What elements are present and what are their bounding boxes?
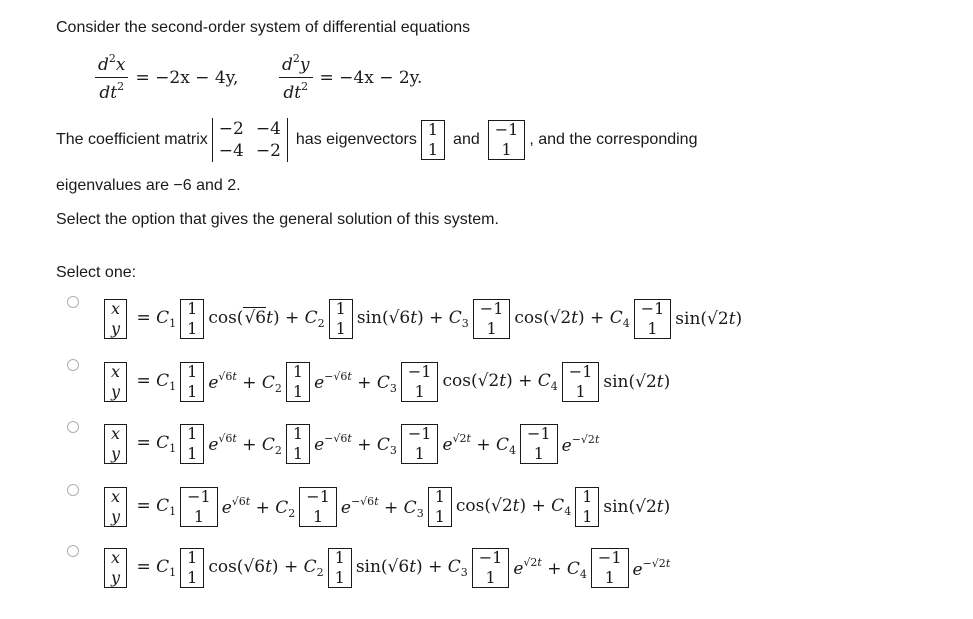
column-vector: 1 1	[180, 299, 204, 339]
corresponding-text: , and the corresponding	[529, 131, 698, 148]
equation-y: $\frac{d^2y}{dt^2}$ = −4x − 2y.	[276, 52, 422, 103]
column-vector: −1 1	[299, 487, 337, 527]
eigenvector-2: −1 1	[488, 120, 526, 160]
column-vector: 1 1	[428, 487, 452, 527]
radio-option-d[interactable]	[67, 484, 79, 496]
option-c[interactable]: x y = $C_1$ 1 1 $e^{√6t} + C_2$ 1 1 $e^{-√6t} + C_3$ −1 1 $e^{√2t} + C_4$ −1 1 $e^{-√2t}$	[100, 424, 599, 464]
column-vector: −1 1	[634, 299, 672, 339]
option-b[interactable]: x y = $C_1$ 1 1 $e^{√6t} + C_2$ 1 1 $e^{-√6t} + C_3$ −1 1 $\cos(√2t) + C_4$ −1 1 sin(√2t)	[100, 362, 670, 402]
coefficient-line	[56, 118, 697, 162]
column-vector: −1 1	[591, 548, 629, 588]
coefficient-matrix	[212, 118, 288, 162]
column-vector: 1 1	[180, 424, 204, 464]
and-text: and	[453, 131, 480, 148]
column-vector: −1 1	[180, 487, 218, 527]
matrix-cell: −4	[218, 141, 244, 161]
column-vector: −1 1	[520, 424, 558, 464]
coef-label: The coefficient matrix	[56, 131, 208, 148]
equation-x: $\frac{d^2x}{dt^2}$ = −2x − 4y,	[92, 52, 238, 103]
column-vector: 1 1	[575, 487, 599, 527]
radio-option-a[interactable]	[67, 296, 79, 308]
column-vector: −1 1	[401, 424, 439, 464]
matrix-cell: −2	[218, 119, 244, 139]
column-vector: 1 1	[180, 362, 204, 402]
select-one-label: Select one:	[56, 264, 137, 281]
column-vector: 1 1	[286, 362, 310, 402]
column-vector: 1 1	[180, 548, 204, 588]
radio-option-b[interactable]	[67, 359, 79, 371]
column-vector: x y	[104, 548, 127, 588]
column-vector: 1 1	[328, 548, 352, 588]
column-vector: 1 1	[286, 424, 310, 464]
column-vector: 1 1	[329, 299, 353, 339]
column-vector: −1 1	[473, 299, 511, 339]
column-vector: −1 1	[401, 362, 439, 402]
option-a[interactable]: x y = $C_1$ 1 1 $\cos(√6t) + C_2$ 1 1 $\sin(√6t) + C_3$ −1 1 $\cos(√2t) + C_4$ −1 1 sin(√2t)	[100, 299, 742, 339]
column-vector: x y	[104, 487, 127, 527]
matrix-cell: −2	[255, 141, 281, 161]
column-vector: −1 1	[562, 362, 600, 402]
column-vector: x y	[104, 362, 127, 402]
question-intro: Consider the second-order system of differential equations	[56, 19, 471, 36]
eigenvalues-text: eigenvalues are −6 and 2.	[56, 177, 241, 194]
column-vector: x y	[104, 424, 127, 464]
option-d[interactable]: x y = $C_1$ −1 1 $e^{√6t} + C_2$ −1 1 $e^{-√6t} + C_3$ 1 1 $\cos(√2t) + C_4$ 1 1 sin(√2t)	[100, 487, 670, 527]
has-eigenvectors: has eigenvectors	[295, 131, 417, 148]
matrix-cell: −4	[255, 119, 281, 139]
instruction: Select the option that gives the general solution of this system.	[56, 211, 499, 228]
eigenvector-1: 1 1	[421, 120, 445, 160]
column-vector: −1 1	[472, 548, 510, 588]
option-e[interactable]: x y = $C_1$ 1 1 $\cos(√6t) + C_2$ 1 1 $\sin(√6t) + C_3$ −1 1 $e^{√2t} + C_4$ −1 1 $e^{-√2t}$	[100, 548, 670, 588]
xy-vector: x y	[104, 299, 127, 339]
radio-option-e[interactable]	[67, 545, 79, 557]
radio-option-c[interactable]	[67, 421, 79, 433]
